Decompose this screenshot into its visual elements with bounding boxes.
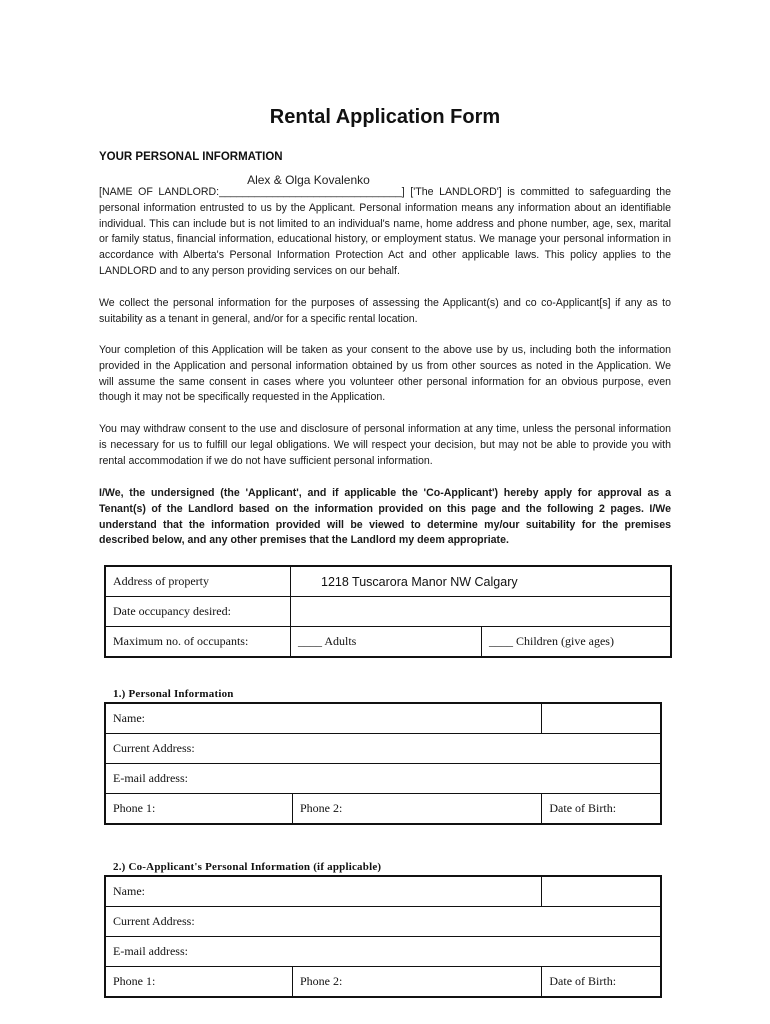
address-of-property-label: Address of property	[105, 566, 291, 597]
property-table	[104, 565, 672, 658]
phone1-field[interactable]: Phone 1:	[105, 967, 293, 998]
paragraph-consent: Your completion of this Application will be taken as your consent to the above use by us, including both the information provided in the Application and personal information obtained by us from other sources as noted in the Application. We will assume the same consent in cases where you volunteer other personal information for an obvious purpose, even though it may not be specifically requested in the Application.	[99, 344, 671, 404]
paragraph-privacy	[99, 173, 671, 280]
table-row	[105, 764, 661, 794]
email-field[interactable]: E-mail address:	[105, 937, 661, 967]
table-row	[105, 597, 671, 627]
max-occupants-label: Maximum no. of occupants:	[105, 627, 291, 658]
address-of-property-field[interactable]: 1218 Tuscarora Manor NW Calgary	[291, 566, 672, 597]
table-row	[105, 907, 661, 937]
date-of-birth-field[interactable]: Date of Birth:	[542, 967, 661, 998]
name-label: Name:	[105, 703, 542, 734]
date-of-birth-field[interactable]: Date of Birth:	[542, 794, 661, 825]
table-row	[105, 876, 661, 907]
adults-field[interactable]: ____ Adults	[291, 627, 482, 658]
name-label: Name:	[105, 876, 542, 907]
co-applicant-table	[104, 875, 662, 998]
date-occupancy-field[interactable]	[291, 597, 672, 627]
phone1-field[interactable]: Phone 1:	[105, 794, 293, 825]
paragraph-withdraw: You may withdraw consent to the use and disclosure of personal information at any time, unless the personal information is necessary for us to fulfill our legal obligations. We will respect your decision, but may not be able to provide you with rental accommodation if we do not have sufficient personal information.	[99, 423, 671, 467]
children-field[interactable]: ____ Children (give ages)	[482, 627, 672, 658]
date-occupancy-label: Date occupancy desired:	[105, 597, 291, 627]
paragraph-declaration: I/We, the undersigned (the 'Applicant', and if applicable the 'Co-Applicant') hereby apply for approval as a Tenant(s) of the Landlord based on the information provided on this page and the following 2 pages. I/We understand that the information provided will be viewed to determine my/our suitability for the premises described below, and any other premises that the Landlord my deem appropriate.	[99, 487, 671, 547]
current-address-field[interactable]: Current Address:	[105, 734, 661, 764]
co-applicant-heading: 2.) Co-Applicant's Personal Information (if applicable)	[113, 861, 382, 873]
table-row	[105, 703, 661, 734]
table-row	[105, 794, 661, 825]
landlord-name-value: Alex & Olga Kovalenko	[247, 173, 370, 187]
table-row	[105, 627, 671, 658]
landlord-name-field[interactable]	[219, 173, 402, 201]
table-row	[105, 566, 671, 597]
table-row	[105, 967, 661, 998]
table-row	[105, 937, 661, 967]
table-row	[105, 734, 661, 764]
landlord-blank: _______________________________	[219, 186, 402, 198]
landlord-prefix: [NAME OF LANDLORD:	[99, 186, 220, 198]
paragraph-collect: We collect the personal information for the purposes of assessing the Applicant(s) and co co-Applicant[s] if any as to suitability as a tenant in general, and/or for a specific rental location.	[99, 297, 671, 325]
name-field[interactable]	[542, 703, 661, 734]
current-address-field[interactable]: Current Address:	[105, 907, 661, 937]
name-field[interactable]	[542, 876, 661, 907]
email-field[interactable]: E-mail address:	[105, 764, 661, 794]
phone2-field[interactable]: Phone 2:	[293, 794, 542, 825]
form-title: Rental Application Form	[269, 106, 501, 128]
phone2-field[interactable]: Phone 2:	[293, 967, 542, 998]
personal-info-heading: 1.) Personal Information	[113, 688, 234, 700]
personal-info-table	[104, 702, 662, 825]
section-heading: YOUR PERSONAL INFORMATION	[99, 151, 283, 163]
paragraph1-text: ] ['The LANDLORD'] is committed to safeguarding the personal information entrusted to us by the Applicant. Personal information means any information about an identifiable individual. This can include but is not limited to an individual's name, home address and phone number, age, sex, marital or family status, financial information, educational history, or employment status. We manage your personal information in accordance with Alberta's Personal Information Protection Act and other applicable laws. This policy applies to the LANDLORD and to any person providing services on our behalf.	[99, 186, 671, 277]
